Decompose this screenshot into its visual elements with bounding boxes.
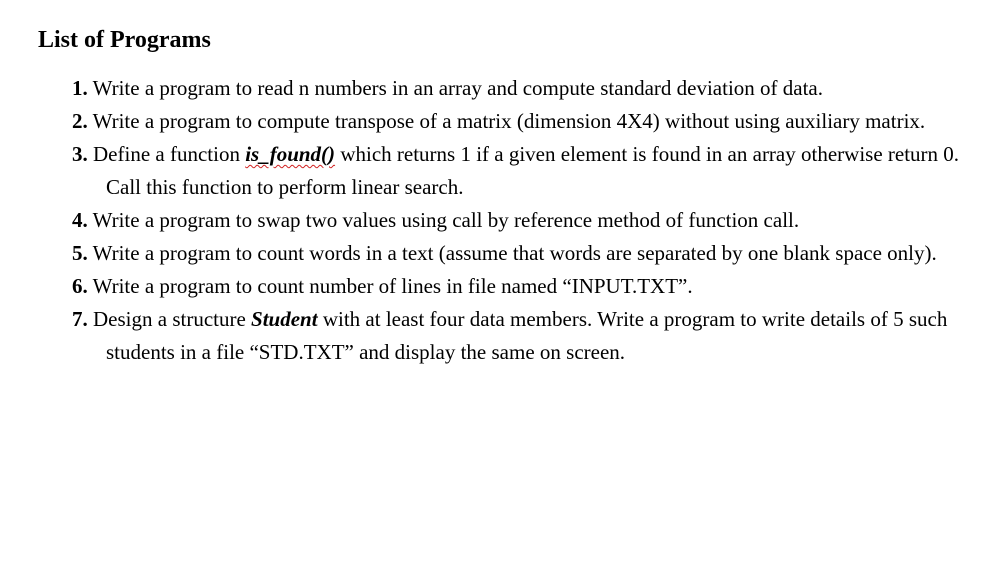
program-text-before: Design a structure	[87, 307, 252, 331]
page-title: List of Programs	[38, 27, 211, 53]
function-name-emphasis: is_found()	[245, 142, 336, 166]
program-text: Write a program to compute transpose of a matrix (dimension 4X4) without using auxiliary matrix.	[87, 109, 926, 133]
program-item-2	[72, 105, 962, 138]
program-item-1	[72, 72, 962, 105]
program-number: 5.	[72, 241, 88, 265]
program-item-6	[72, 270, 962, 303]
program-text-after: which returns 1 if a given element is found in an array otherwise return 0. Call this function to perform linear search.	[106, 142, 960, 199]
program-text: Write a program to count number of lines in file named “INPUT.TXT”.	[87, 274, 693, 298]
program-number: 7.	[72, 307, 88, 331]
program-number: 4.	[72, 208, 88, 232]
program-number: 3.	[72, 142, 88, 166]
program-item-5	[72, 237, 962, 270]
program-list	[72, 72, 962, 369]
structure-name-emphasis: Student	[251, 307, 318, 331]
program-text: Write a program to read n numbers in an array and compute standard deviation of data.	[87, 76, 824, 100]
program-number: 6.	[72, 274, 88, 298]
program-text-before: Define a function	[87, 142, 246, 166]
program-text: Write a program to count words in a text (assume that words are separated by one blank space only).	[87, 241, 937, 265]
program-number: 2.	[72, 109, 88, 133]
program-item-4	[72, 204, 962, 237]
program-text-after: with at least four data members. Write a program to write details of 5 such students in a file “STD.TXT” and display the same on screen.	[106, 307, 948, 364]
program-item-7	[72, 303, 962, 369]
program-number: 1.	[72, 76, 88, 100]
program-text: Write a program to swap two values using call by reference method of function call.	[87, 208, 800, 232]
program-item-3	[72, 138, 962, 204]
